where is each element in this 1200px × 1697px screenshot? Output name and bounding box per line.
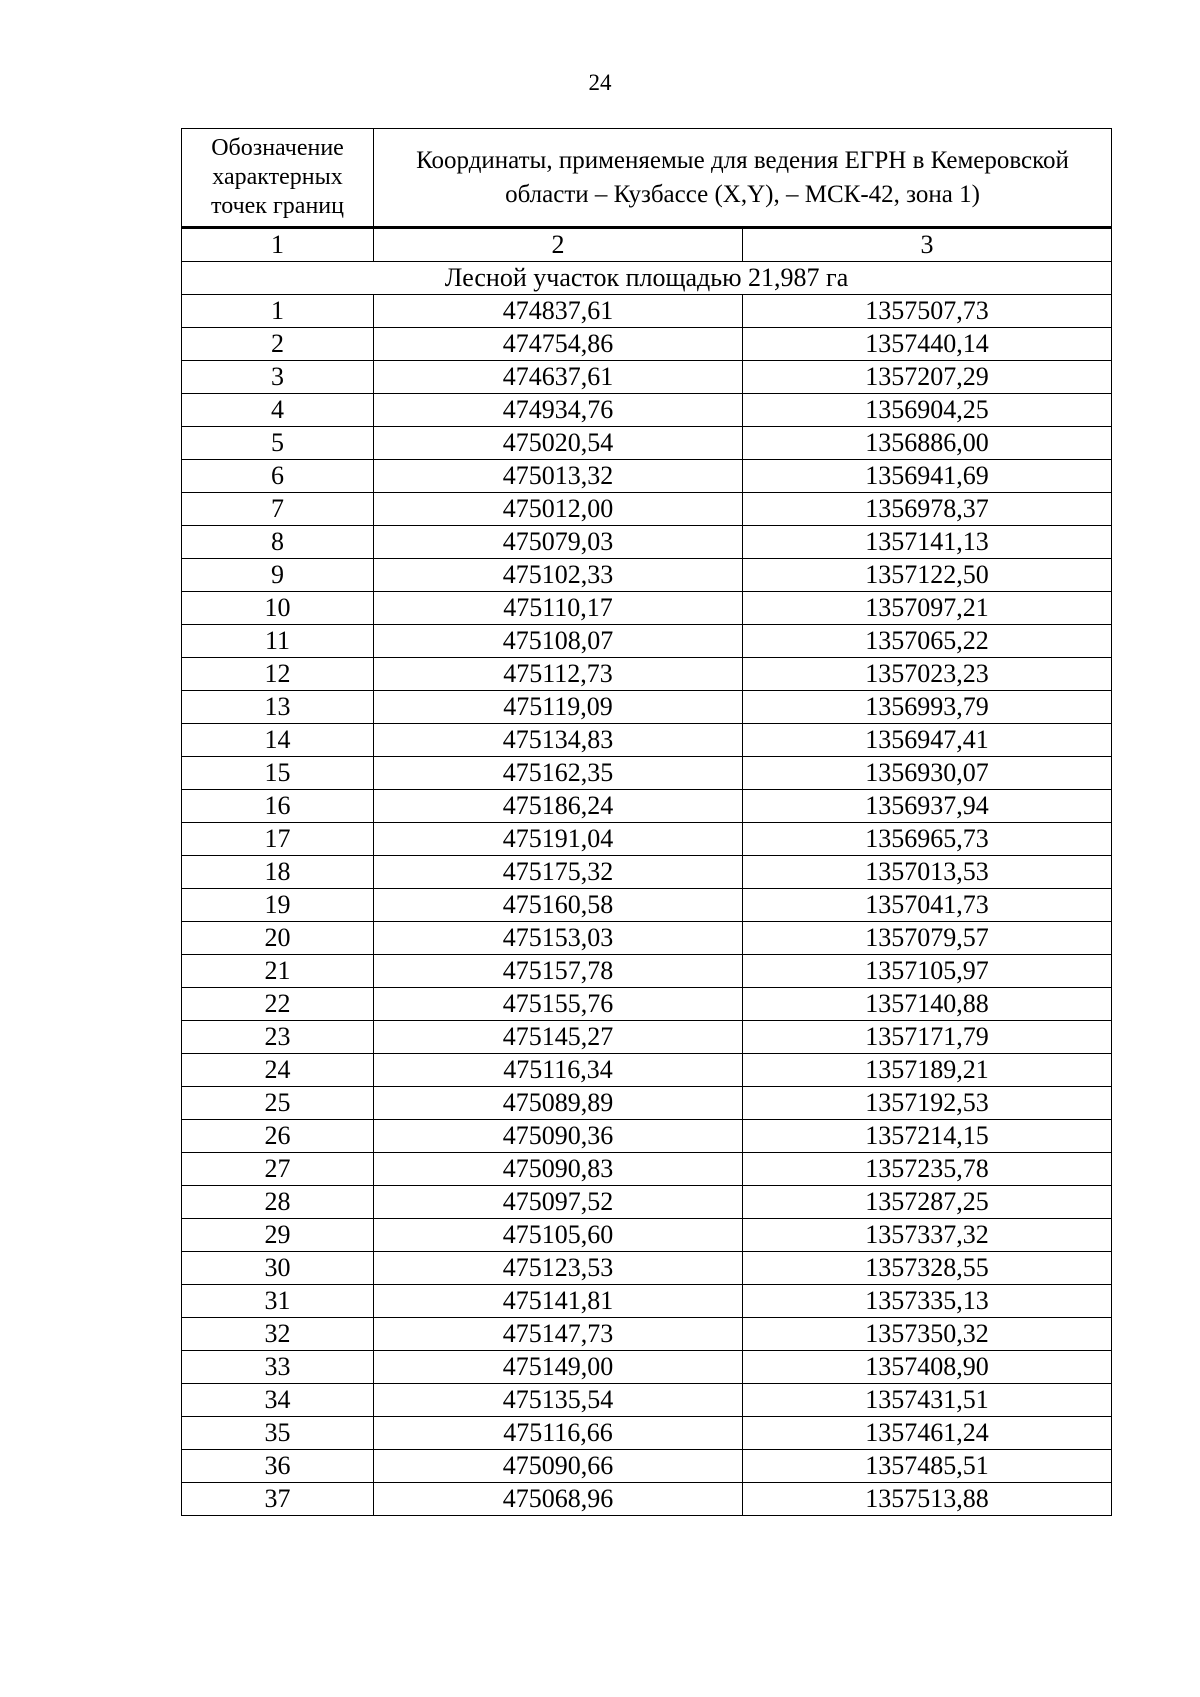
x-coordinate-cell: 475020,54: [374, 427, 743, 460]
x-coordinate-cell: 475110,17: [374, 592, 743, 625]
x-coordinate-cell: 474837,61: [374, 295, 743, 328]
point-number-cell: 3: [182, 361, 374, 394]
table-row: [182, 955, 1112, 988]
y-coordinate-cell: 1357507,73: [743, 295, 1112, 328]
point-number-cell: 2: [182, 328, 374, 361]
x-coordinate-cell: 475013,32: [374, 460, 743, 493]
x-coordinate-cell: 475079,03: [374, 526, 743, 559]
table-row: [182, 1252, 1112, 1285]
x-coordinate-cell: 475090,83: [374, 1153, 743, 1186]
table-row: [182, 625, 1112, 658]
column-number: 3: [743, 228, 1112, 262]
table-row: [182, 526, 1112, 559]
table-row: [182, 1351, 1112, 1384]
table-row: [182, 1087, 1112, 1120]
x-coordinate-cell: 475102,33: [374, 559, 743, 592]
point-number-cell: 20: [182, 922, 374, 955]
point-number-cell: 13: [182, 691, 374, 724]
y-coordinate-cell: 1357122,50: [743, 559, 1112, 592]
y-coordinate-cell: 1357013,53: [743, 856, 1112, 889]
point-number-cell: 14: [182, 724, 374, 757]
table-row: [182, 1417, 1112, 1450]
point-number-cell: 5: [182, 427, 374, 460]
table-row: [182, 823, 1112, 856]
x-coordinate-cell: 475123,53: [374, 1252, 743, 1285]
table-row: [182, 1483, 1112, 1516]
y-coordinate-cell: 1357408,90: [743, 1351, 1112, 1384]
y-coordinate-cell: 1357461,24: [743, 1417, 1112, 1450]
point-number-cell: 36: [182, 1450, 374, 1483]
table-row: [182, 922, 1112, 955]
table-row: [182, 988, 1112, 1021]
y-coordinate-cell: 1357214,15: [743, 1120, 1112, 1153]
section-title: Лесной участок площадью 21,987 га: [182, 262, 1112, 295]
x-coordinate-cell: 475090,36: [374, 1120, 743, 1153]
table-row: [182, 724, 1112, 757]
point-number-cell: 23: [182, 1021, 374, 1054]
table-row: [182, 460, 1112, 493]
point-number-cell: 37: [182, 1483, 374, 1516]
x-coordinate-cell: 475108,07: [374, 625, 743, 658]
point-number-cell: 30: [182, 1252, 374, 1285]
point-number-cell: 17: [182, 823, 374, 856]
x-coordinate-cell: 475147,73: [374, 1318, 743, 1351]
table-row: [182, 1054, 1112, 1087]
column-number-row: [182, 228, 1112, 262]
table-row: [182, 889, 1112, 922]
point-number-cell: 24: [182, 1054, 374, 1087]
x-coordinate-cell: 475153,03: [374, 922, 743, 955]
table-row: [182, 691, 1112, 724]
table-row: [182, 658, 1112, 691]
point-number-cell: 6: [182, 460, 374, 493]
section-row: [182, 262, 1112, 295]
point-number-cell: 32: [182, 1318, 374, 1351]
page-number: 24: [588, 70, 612, 95]
point-number-cell: 28: [182, 1186, 374, 1219]
x-coordinate-cell: 475135,54: [374, 1384, 743, 1417]
point-number-cell: 35: [182, 1417, 374, 1450]
table-row: [182, 856, 1112, 889]
x-coordinate-cell: 475149,00: [374, 1351, 743, 1384]
y-coordinate-cell: 1357171,79: [743, 1021, 1112, 1054]
x-coordinate-cell: 475191,04: [374, 823, 743, 856]
table-row: [182, 1384, 1112, 1417]
table-row: [182, 361, 1112, 394]
table-row: [182, 559, 1112, 592]
coordinates-table: [181, 128, 1112, 1516]
point-number-cell: 16: [182, 790, 374, 823]
point-number-cell: 1: [182, 295, 374, 328]
table-row: [182, 1318, 1112, 1351]
y-coordinate-cell: 1357079,57: [743, 922, 1112, 955]
table-row: [182, 1285, 1112, 1318]
table-header-row: [182, 129, 1112, 228]
y-coordinate-cell: 1357192,53: [743, 1087, 1112, 1120]
table-row: [182, 790, 1112, 823]
table-row: [182, 1186, 1112, 1219]
table-row: [182, 493, 1112, 526]
y-coordinate-cell: 1357207,29: [743, 361, 1112, 394]
point-number-cell: 18: [182, 856, 374, 889]
x-coordinate-cell: 474934,76: [374, 394, 743, 427]
x-coordinate-cell: 475105,60: [374, 1219, 743, 1252]
y-coordinate-cell: 1356930,07: [743, 757, 1112, 790]
y-coordinate-cell: 1357235,78: [743, 1153, 1112, 1186]
y-coordinate-cell: 1357287,25: [743, 1186, 1112, 1219]
x-coordinate-cell: 475155,76: [374, 988, 743, 1021]
y-coordinate-cell: 1357335,13: [743, 1285, 1112, 1318]
point-number-cell: 11: [182, 625, 374, 658]
table-row: [182, 295, 1112, 328]
point-number-cell: 26: [182, 1120, 374, 1153]
y-coordinate-cell: 1356978,37: [743, 493, 1112, 526]
y-coordinate-cell: 1357141,13: [743, 526, 1112, 559]
x-coordinate-cell: 475097,52: [374, 1186, 743, 1219]
x-coordinate-cell: 475090,66: [374, 1450, 743, 1483]
point-number-cell: 9: [182, 559, 374, 592]
y-coordinate-cell: 1357097,21: [743, 592, 1112, 625]
table-row: [182, 1120, 1112, 1153]
x-coordinate-cell: 475134,83: [374, 724, 743, 757]
x-coordinate-cell: 475116,66: [374, 1417, 743, 1450]
table-row: [182, 1219, 1112, 1252]
y-coordinate-cell: 1357041,73: [743, 889, 1112, 922]
x-coordinate-cell: 475160,58: [374, 889, 743, 922]
y-coordinate-cell: 1357328,55: [743, 1252, 1112, 1285]
x-coordinate-cell: 475119,09: [374, 691, 743, 724]
point-number-cell: 27: [182, 1153, 374, 1186]
y-coordinate-cell: 1357513,88: [743, 1483, 1112, 1516]
x-coordinate-cell: 475116,34: [374, 1054, 743, 1087]
table-row: [182, 328, 1112, 361]
point-number-cell: 22: [182, 988, 374, 1021]
column-number: 1: [182, 228, 374, 262]
x-coordinate-cell: 475157,78: [374, 955, 743, 988]
point-number-cell: 15: [182, 757, 374, 790]
y-coordinate-cell: 1357350,32: [743, 1318, 1112, 1351]
x-coordinate-cell: 475112,73: [374, 658, 743, 691]
y-coordinate-cell: 1357431,51: [743, 1384, 1112, 1417]
table-row: [182, 592, 1112, 625]
y-coordinate-cell: 1357105,97: [743, 955, 1112, 988]
y-coordinate-cell: 1357140,88: [743, 988, 1112, 1021]
x-coordinate-cell: 475145,27: [374, 1021, 743, 1054]
table-row: [182, 394, 1112, 427]
point-number-cell: 29: [182, 1219, 374, 1252]
y-coordinate-cell: 1356904,25: [743, 394, 1112, 427]
point-number-cell: 21: [182, 955, 374, 988]
header-coordinates: Координаты, применяемые для ведения ЕГРН в Кемеровской области – Кузбассе (X,Y), – МСК-42, зона 1): [374, 129, 1112, 228]
x-coordinate-cell: 475186,24: [374, 790, 743, 823]
y-coordinate-cell: 1356941,69: [743, 460, 1112, 493]
x-coordinate-cell: 475175,32: [374, 856, 743, 889]
point-number-cell: 19: [182, 889, 374, 922]
point-number-cell: 33: [182, 1351, 374, 1384]
x-coordinate-cell: 474754,86: [374, 328, 743, 361]
point-number-cell: 10: [182, 592, 374, 625]
table-row: [182, 1021, 1112, 1054]
y-coordinate-cell: 1356937,94: [743, 790, 1112, 823]
y-coordinate-cell: 1357065,22: [743, 625, 1112, 658]
y-coordinate-cell: 1356886,00: [743, 427, 1112, 460]
point-number-cell: 7: [182, 493, 374, 526]
x-coordinate-cell: 475068,96: [374, 1483, 743, 1516]
x-coordinate-cell: 475141,81: [374, 1285, 743, 1318]
x-coordinate-cell: 474637,61: [374, 361, 743, 394]
point-number-cell: 4: [182, 394, 374, 427]
table-row: [182, 757, 1112, 790]
y-coordinate-cell: 1357485,51: [743, 1450, 1112, 1483]
y-coordinate-cell: 1357440,14: [743, 328, 1112, 361]
y-coordinate-cell: 1356965,73: [743, 823, 1112, 856]
point-number-cell: 8: [182, 526, 374, 559]
y-coordinate-cell: 1357023,23: [743, 658, 1112, 691]
table-row: [182, 1153, 1112, 1186]
y-coordinate-cell: 1357189,21: [743, 1054, 1112, 1087]
x-coordinate-cell: 475089,89: [374, 1087, 743, 1120]
point-number-cell: 31: [182, 1285, 374, 1318]
table-row: [182, 1450, 1112, 1483]
x-coordinate-cell: 475162,35: [374, 757, 743, 790]
point-number-cell: 34: [182, 1384, 374, 1417]
column-number: 2: [374, 228, 743, 262]
y-coordinate-cell: 1357337,32: [743, 1219, 1112, 1252]
x-coordinate-cell: 475012,00: [374, 493, 743, 526]
point-number-cell: 25: [182, 1087, 374, 1120]
table-row: [182, 427, 1112, 460]
point-number-cell: 12: [182, 658, 374, 691]
y-coordinate-cell: 1356947,41: [743, 724, 1112, 757]
header-point-designation: Обозначение характерных точек границ: [182, 129, 374, 228]
y-coordinate-cell: 1356993,79: [743, 691, 1112, 724]
